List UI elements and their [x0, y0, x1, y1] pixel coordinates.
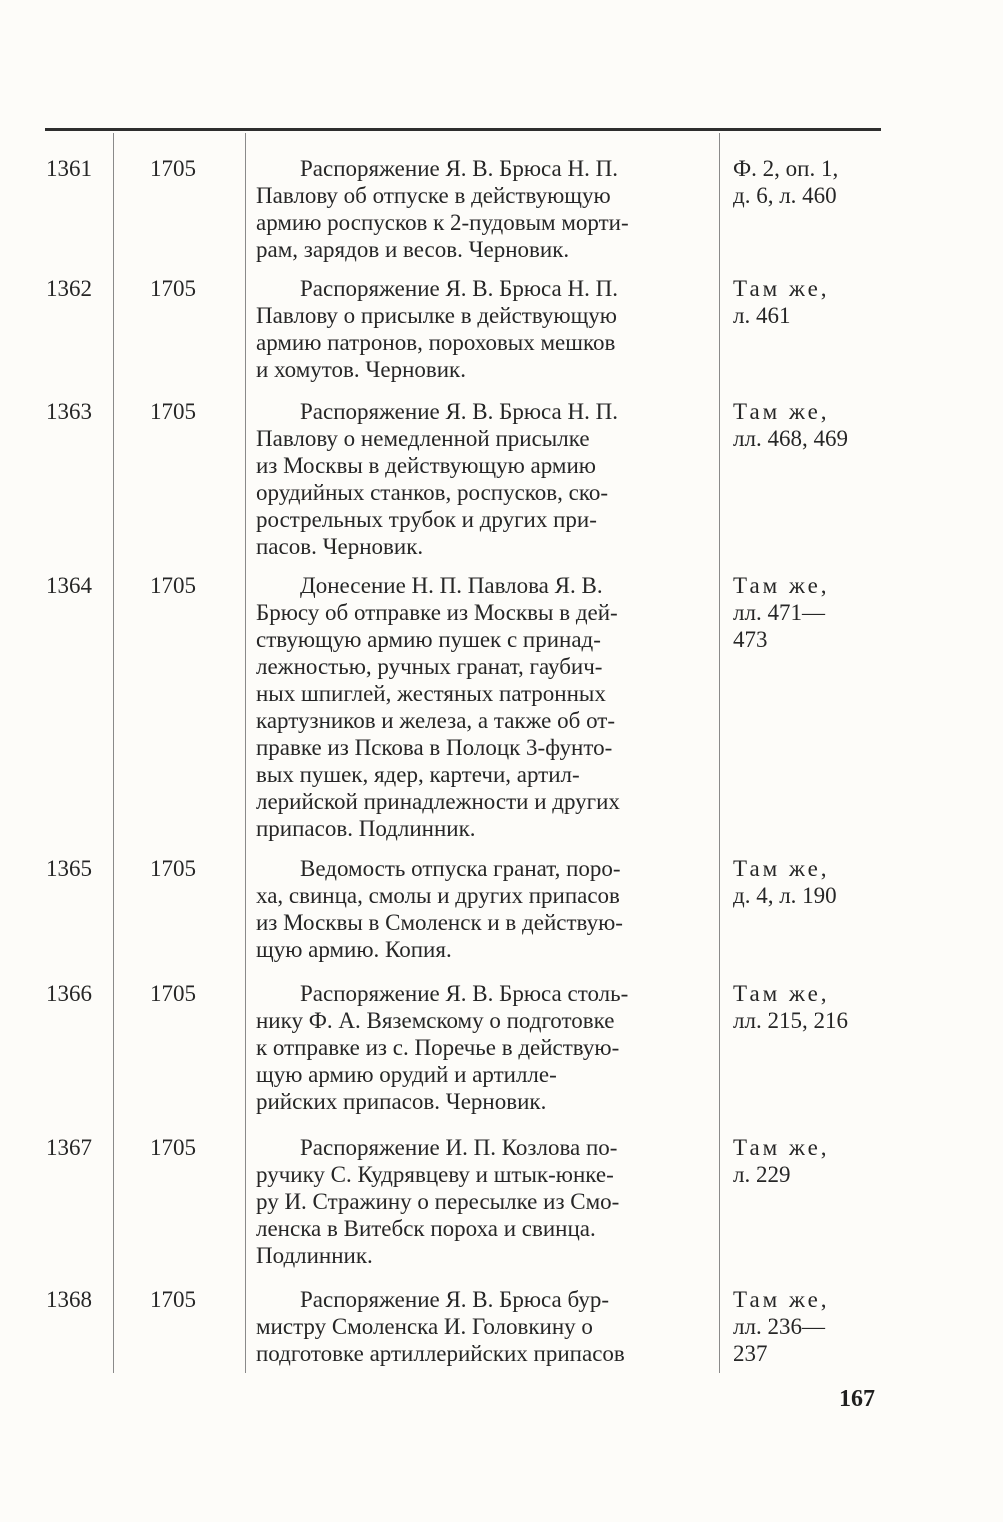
- page-number: 167: [839, 1386, 875, 1412]
- description-line: припасов. Подлинник.: [256, 816, 476, 841]
- reference-line: л. 229: [733, 1162, 791, 1187]
- description-line: ручику С. Кудрявцеву и штык-юнке-: [256, 1162, 614, 1187]
- description-line: Распоряжение Я. В. Брюса Н. П.: [300, 276, 618, 301]
- entry-reference: [733, 1134, 883, 1188]
- description-line: мистру Смоленска И. Головкину о: [256, 1314, 593, 1339]
- entry-description: [256, 275, 708, 383]
- description-line: правке из Пскова в Полоцк 3-фунто-: [256, 735, 613, 760]
- entry-number: 1362: [46, 276, 92, 301]
- entry-number: 1367: [46, 1135, 92, 1160]
- description-line: Распоряжение Я. В. Брюса столь-: [300, 981, 629, 1006]
- entry-year: 1705: [150, 1135, 196, 1160]
- description-line: армию патронов, пороховых мешков: [256, 330, 616, 355]
- entry-number: 1361: [46, 156, 92, 181]
- reference-line: лл. 236—: [733, 1314, 825, 1339]
- reference-line: Там же,: [733, 1287, 830, 1312]
- reference-line: 473: [733, 627, 768, 652]
- entry-reference: [733, 572, 883, 653]
- reference-line: Там же,: [733, 856, 830, 881]
- description-line: Распоряжение Я. В. Брюса бур-: [300, 1287, 609, 1312]
- description-line: вых пушек, ядер, картечи, артил-: [256, 762, 580, 787]
- description-line: ствующую армию пушек с принад-: [256, 627, 601, 652]
- description-line: рам, зарядов и весов. Черновик.: [256, 237, 570, 262]
- entry-reference: [733, 275, 883, 329]
- description-line: Павлову о немедленной присылке: [256, 426, 590, 451]
- entry-description: [256, 155, 708, 263]
- reference-line: лл. 471—: [733, 600, 825, 625]
- entry-description: [256, 398, 708, 560]
- description-line: подготовке артиллерийских припасов: [256, 1341, 625, 1366]
- description-line: Павлову об отпуске в действующую: [256, 183, 611, 208]
- description-line: щую армию. Копия.: [256, 937, 452, 962]
- reference-line: лл. 468, 469: [733, 426, 848, 451]
- entry-description: [256, 855, 708, 963]
- reference-line: л. 461: [733, 303, 791, 328]
- reference-line: 237: [733, 1341, 768, 1366]
- description-line: Распоряжение И. П. Козлова по-: [300, 1135, 618, 1160]
- entry-number: 1364: [46, 573, 92, 598]
- column-divider-number: [113, 133, 114, 1373]
- reference-line: лл. 215, 216: [733, 1008, 848, 1033]
- entry-year: 1705: [150, 399, 196, 424]
- reference-line: Там же,: [733, 981, 830, 1006]
- entry-description: [256, 1134, 708, 1269]
- entry-reference: [733, 155, 883, 209]
- entry-reference: [733, 1286, 883, 1367]
- reference-line: Там же,: [733, 573, 830, 598]
- entry-description: [256, 1286, 708, 1367]
- description-line: и хомутов. Черновик.: [256, 357, 466, 382]
- entry-year: 1705: [150, 573, 196, 598]
- description-line: Брюсу об отправке из Москвы в дей-: [256, 600, 618, 625]
- entry-number: 1365: [46, 856, 92, 881]
- entry-reference: [733, 855, 883, 909]
- column-divider-year: [245, 133, 246, 1373]
- entry-number: 1368: [46, 1287, 92, 1312]
- description-line: лежностью, ручных гранат, гаубич-: [256, 654, 603, 679]
- entry-reference: [733, 980, 883, 1034]
- entry-year: 1705: [150, 276, 196, 301]
- description-line: Павлову о присылке в действующую: [256, 303, 617, 328]
- description-line: лерийской принадлежности и других: [256, 789, 620, 814]
- entry-year: 1705: [150, 981, 196, 1006]
- description-line: пасов. Черновик.: [256, 534, 424, 559]
- description-line: рийских припасов. Черновик.: [256, 1089, 547, 1114]
- description-line: из Москвы в действующую армию: [256, 453, 596, 478]
- description-line: ных шпиглей, жестяных патронных: [256, 681, 606, 706]
- description-line: рострельных трубок и других при-: [256, 507, 597, 532]
- reference-line: д. 4, л. 190: [733, 883, 837, 908]
- reference-line: Ф. 2, оп. 1,: [733, 156, 839, 181]
- description-line: ленска в Витебск пороха и свинца.: [256, 1216, 596, 1241]
- description-line: Подлинник.: [256, 1243, 373, 1268]
- column-divider-description: [719, 133, 720, 1373]
- description-line: щую армию орудий и артилле-: [256, 1062, 557, 1087]
- reference-line: Там же,: [733, 276, 830, 301]
- description-line: Донесение Н. П. Павлова Я. В.: [300, 573, 603, 598]
- description-line: из Москвы в Смоленск и в действую-: [256, 910, 623, 935]
- reference-line: Там же,: [733, 1135, 830, 1160]
- description-line: армию роспусков к 2-пудовым морти-: [256, 210, 629, 235]
- description-line: картузников и железа, а также об от-: [256, 708, 615, 733]
- entry-year: 1705: [150, 156, 196, 181]
- entry-reference: [733, 398, 883, 452]
- top-rule: [45, 128, 881, 131]
- description-line: нику Ф. А. Вяземскому о подготовке: [256, 1008, 615, 1033]
- entry-number: 1366: [46, 981, 92, 1006]
- entry-year: 1705: [150, 1287, 196, 1312]
- entry-year: 1705: [150, 856, 196, 881]
- entry-description: [256, 980, 708, 1115]
- description-line: к отправке из с. Поречье в действую-: [256, 1035, 620, 1060]
- entry-number: 1363: [46, 399, 92, 424]
- reference-line: д. 6, л. 460: [733, 183, 837, 208]
- description-line: Распоряжение Я. В. Брюса Н. П.: [300, 399, 618, 424]
- reference-line: Там же,: [733, 399, 830, 424]
- description-line: Распоряжение Я. В. Брюса Н. П.: [300, 156, 618, 181]
- entry-description: [256, 572, 708, 842]
- description-line: ха, свинца, смолы и других припасов: [256, 883, 620, 908]
- description-line: Ведомость отпуска гранат, поро-: [300, 856, 621, 881]
- description-line: ру И. Стражину о пересылке из Смо-: [256, 1189, 620, 1214]
- description-line: орудийных станков, роспусков, ско-: [256, 480, 609, 505]
